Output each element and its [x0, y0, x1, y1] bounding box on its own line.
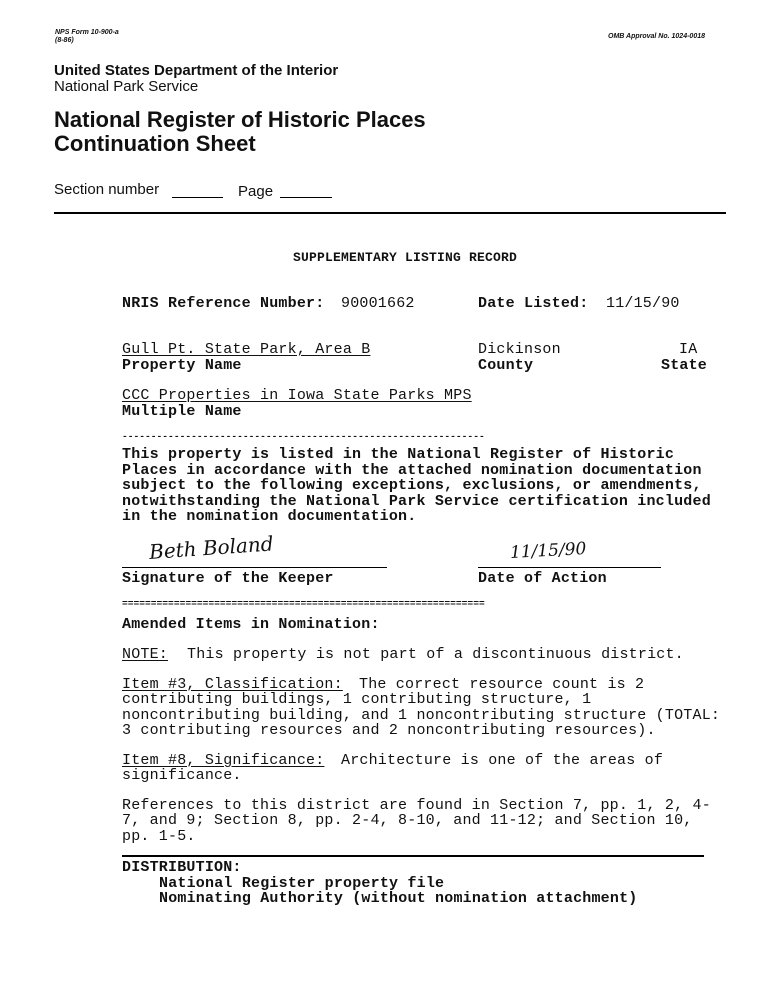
references-line: References to this district are found in Section 7, pp. 1, 2, 4-	[122, 797, 711, 814]
item3-line: 3 contributing resources and 2 noncontributing resources).	[122, 722, 656, 739]
header-rule	[54, 212, 726, 214]
state-value: IA	[679, 341, 698, 358]
signature-label: Signature of the Keeper	[122, 570, 334, 587]
state-label: State	[661, 357, 708, 374]
item8-line: significance.	[122, 767, 242, 784]
property-name-value: Gull Pt. State Park, Area B	[122, 341, 371, 358]
listing-statement	[122, 447, 711, 525]
note-label: NOTE:	[122, 646, 169, 663]
distribution-heading: DISTRIBUTION:	[122, 859, 242, 876]
item8-line: Architecture is one of the areas of	[341, 752, 664, 769]
references-paragraph	[122, 798, 711, 844]
action-date-label: Date of Action	[478, 570, 607, 587]
statement-line: This property is listed in the National Register of Historic	[122, 446, 675, 463]
item3-line: noncontributing building, and 1 noncontributing structure (TOTAL:	[122, 707, 721, 724]
references-line: 7, and 9; Section 8, pp. 2-4, 8-10, and 11-12; and Section 10,	[122, 812, 693, 830]
form-title-line2: Continuation Sheet	[54, 131, 256, 156]
item3-line: contributing buildings, 1 contributing structure, 1	[122, 691, 592, 708]
record-heading: SUPPLEMENTARY LISTING RECORD	[293, 250, 518, 265]
item3-line: The correct resource count is 2	[359, 676, 645, 693]
item8-label: Item #8, Significance:	[122, 752, 325, 769]
distribution-item: Nominating Authority (without nomination attachment)	[159, 890, 638, 907]
department-name: United States Department of the Interior	[54, 62, 339, 79]
dash-divider: ---------------------------------------------------------------	[122, 431, 485, 442]
multiple-name-value: CCC Properties in Iowa State Parks MPS	[122, 387, 472, 404]
references-line: pp. 1-5.	[122, 827, 196, 845]
form-title-line1: National Register of Historic Places	[54, 107, 426, 132]
double-divider: ===============================================================	[122, 598, 485, 609]
note-text: This property is not part of a discontinuous district.	[187, 646, 684, 663]
form-number: NPS Form 10-900-a	[55, 29, 119, 36]
distribution-item: National Register property file	[159, 875, 445, 892]
statement-line: in the nomination documentation.	[122, 508, 417, 526]
multiple-name-label: Multiple Name	[122, 403, 242, 420]
keeper-signature: Beth Boland	[148, 531, 275, 564]
statement-line: Places in accordance with the attached nomination documentation	[122, 461, 702, 479]
action-date-line	[478, 567, 661, 568]
page-label: Page	[238, 183, 274, 200]
statement-line: subject to the following exceptions, exclusions, or amendments,	[122, 477, 702, 495]
section-number-label: Section number	[54, 181, 160, 198]
county-label: County	[478, 357, 534, 374]
date-listed-label: Date Listed:	[478, 295, 589, 312]
service-name: National Park Service	[54, 78, 199, 95]
section-number-blank	[172, 197, 223, 198]
omb-approval: OMB Approval No. 1024-0018	[608, 33, 705, 40]
action-date-handwritten: 11/15/90	[509, 539, 587, 563]
nris-label: NRIS Reference Number:	[122, 295, 325, 312]
date-listed-value: 11/15/90	[606, 295, 680, 312]
statement-line: notwithstanding the National Park Service certification included	[122, 492, 711, 510]
county-value: Dickinson	[478, 341, 561, 358]
page-blank	[280, 197, 332, 198]
nris-value: 90001662	[341, 295, 415, 312]
distribution-rule	[122, 855, 704, 857]
item3-label: Item #3, Classification:	[122, 676, 343, 693]
signature-line	[122, 567, 387, 568]
form-date: (8-86)	[55, 37, 74, 44]
property-name-label: Property Name	[122, 357, 242, 374]
amended-heading: Amended Items in Nomination:	[122, 616, 380, 633]
